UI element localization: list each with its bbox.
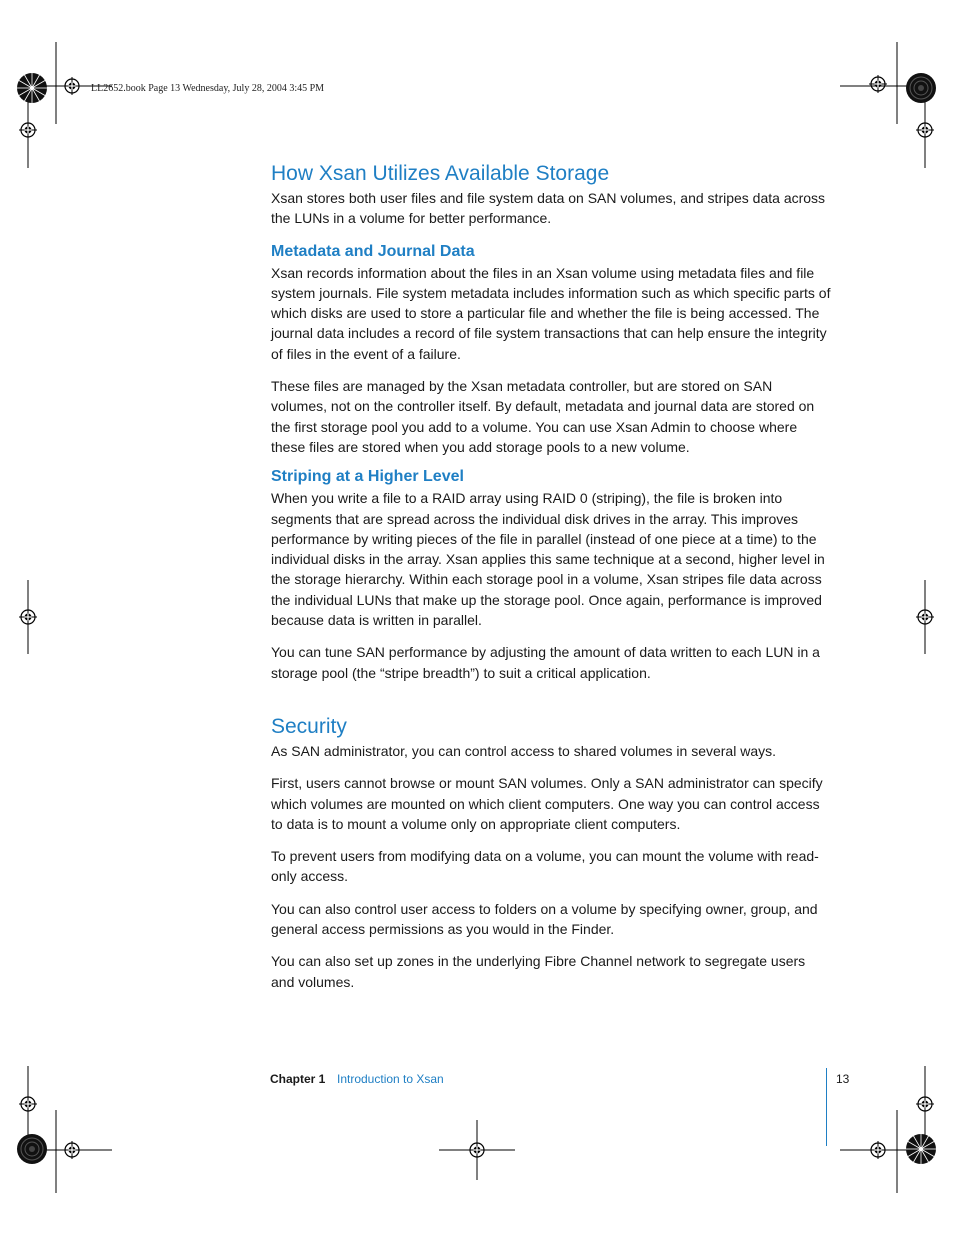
footer-chapter-label: Chapter 1	[270, 1072, 326, 1086]
subsection-heading-metadata: Metadata and Journal Data	[271, 242, 475, 260]
registration-mark-icon	[468, 1141, 486, 1159]
page-number: 13	[836, 1072, 850, 1086]
storage-intro-paragraph: Xsan stores both user files and file system data on SAN volumes, and stripes data across the LUNs in a volume for better performance.	[271, 190, 826, 227]
registration-mark-icon	[63, 77, 81, 95]
security-paragraph-2: First, users cannot browse or mount SAN volumes. Only a SAN administrator can specify which volumes are mounted on which client computers. One way you can control access to data is to mount a volume only on appropriate client computers.	[271, 775, 823, 832]
footer-divider	[826, 1068, 827, 1146]
registration-mark-icon	[19, 608, 37, 626]
metadata-paragraph-2: These files are managed by the Xsan metadata controller, but are stored on SAN volumes, not on the controller itself. By default, metadata and journal data are stored on the first storage pool you add to a volume. You can use Xsan Admin to choose where these files are stored when you add storage pools to a new volume.	[271, 378, 815, 455]
section-heading-storage: How Xsan Utilizes Available Storage	[271, 162, 610, 185]
striping-paragraph-1: When you write a file to a RAID array using RAID 0 (striping), the file is broken into segments that are spread across the individual disk drives in the array. This improves performance by writing pieces of the file in parallel (instead of one piece at a time) to the individual disks in the array. Xsan applies this same technique at a second, higher level in the storage hierarchy. Within each storage pool in a volume, Xsan stripes file data across the individual LUNs that make up the storage pool. Once again, performance is improved because data is written in parallel.	[271, 490, 825, 629]
section-heading-security: Security	[271, 714, 347, 738]
color-wheel-icon	[16, 72, 48, 104]
registration-mark-icon	[19, 121, 37, 139]
security-paragraph-4: You can also control user access to folders on a volume by specifying owner, group, and general access permissions as you would in the Finder.	[271, 900, 818, 938]
registration-mark-icon	[869, 75, 887, 93]
security-paragraph-3: To prevent users from modifying data on a volume, you can mount the volume with read-only access.	[271, 848, 819, 885]
registration-mark-icon	[916, 121, 934, 139]
security-paragraph-1: As SAN administrator, you can control access to shared volumes in several ways.	[271, 742, 776, 759]
subsection-heading-striping: Striping at a Higher Level	[271, 468, 464, 486]
registration-mark-icon	[916, 608, 934, 626]
footer-chapter-title: Introduction to Xsan	[337, 1072, 444, 1086]
page-content	[271, 160, 831, 992]
registration-mark-icon	[869, 1141, 887, 1159]
print-slug: LL2652.book Page 13 Wednesday, July 28, 2004 3:45 PM	[91, 83, 325, 94]
metadata-paragraph-1: Xsan records information about the files in an Xsan volume using metadata files and file system journals. File system metadata includes information such as which specific parts of which disks are used to store a particular file and whether the file is being accessed. The journal data includes a record of file system transactions that can help ensure the integrity of files in the event of a failure.	[271, 264, 831, 362]
registration-mark-icon	[916, 1095, 934, 1113]
registration-mark-icon	[63, 1141, 81, 1159]
color-wheel-icon	[905, 72, 937, 104]
color-wheel-icon	[16, 1133, 48, 1165]
striping-paragraph-2: You can tune SAN performance by adjusting the amount of data written to each LUN in a storage pool (the “stripe breadth”) to suit a critical application.	[271, 644, 820, 681]
registration-mark-icon	[19, 1095, 37, 1113]
security-paragraph-5: You can also set up zones in the underlying Fibre Channel network to segregate users and volumes.	[271, 953, 806, 990]
color-wheel-icon	[905, 1133, 937, 1165]
